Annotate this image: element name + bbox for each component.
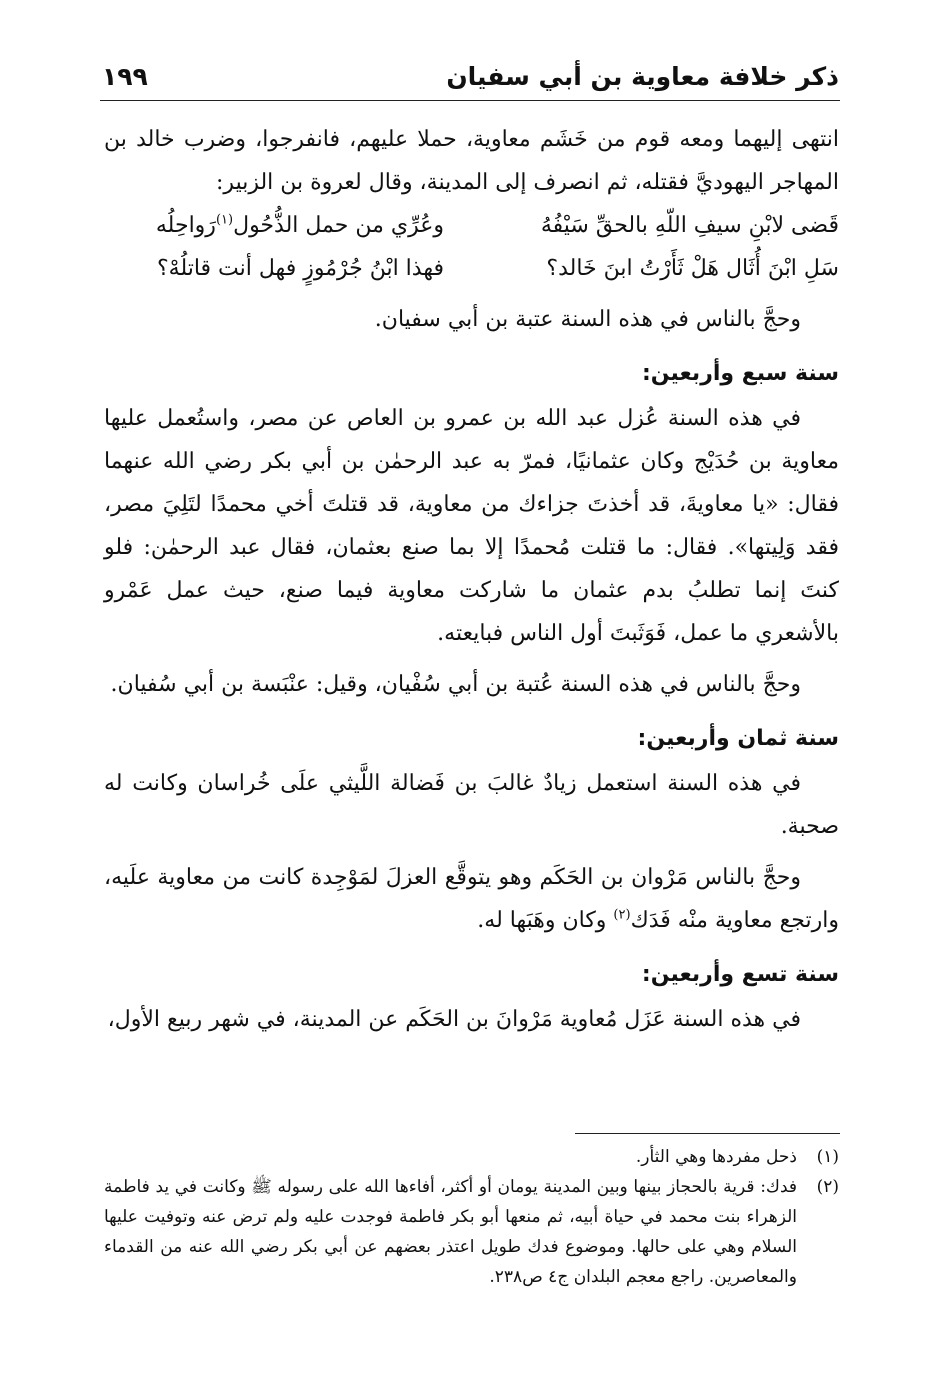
verse-1-first-hemistich: قَضى لابْنِ سيفِ اللّهِ بالحقِّ سَيْفُهُ [540,213,839,238]
paragraph-6-end: وكان وهَبَها له. [477,908,614,933]
verse-line-1 [104,204,839,247]
section-heading-47: سنة سبع وأربعين: [641,361,839,386]
running-header-title: ذكر خلافة معاوية بن أبي سفيان [446,62,839,91]
page-number: ١٩٩ [102,62,148,91]
footnote-number: (٢) [816,1177,839,1197]
main-text [104,118,839,1041]
section-heading-49: سنة تسع وأربعين: [641,962,839,987]
paragraph-3: في هذه السنة عُزل عبد الله بن عمرو بن العاص عن مصر، واستُعمل عليها معاوية بن حُدَيْج وكان عثمانيًا، فمرّ به عبد الرحمٰن بن أبي بكر رضي الله عنهما فقال: «يا معاويةَ، قد أخذتَ جزاءك من معاوية، قد قتلتَ أخي محمدًا لتَلِيَ مصر، فقد وَلِيتها». فقال: ما قتلت مُحمدًا إلا بما صنع بعثمان، فقال عبد الرحمٰن: فلو كنتَ إنما تطلبُ بدم عثمان ما شاركت معاوية فيما صنع، حيث عمل عَمْرو بالأشعري ما عمل، فَوَثَبتَ أول الناس فبايعته. [104,406,839,646]
section-heading-48: سنة ثمان وأربعين: [637,726,839,751]
paragraph-7: في هذه السنة عَزَل مُعاوية مَرْوانَ بن الحَكَم عن المدينة، في شهر ربيع الأول، [107,1007,801,1032]
verse-1-second-end: رَواحِلُه [155,213,216,238]
footnote-2 [104,1172,839,1292]
footnote-ref-2[interactable]: (٢) [613,907,631,923]
footnote-rule [575,1133,840,1134]
poem [104,204,839,290]
footnote-text: ذحل مفردها وهي الثأر. [635,1147,797,1167]
paragraph-6-text: وحجَّ بالناس مَرْوان بن الحَكَم وهو يتوقَّع العزلَ لمَوْجِدة كانت من معاوية علَيه، وارتجع معاوية منْه فَدَك [104,865,839,933]
paragraph-4: وحجَّ بالناس في هذه السنة عُتبة بن أبي سُفْيان، وقيل: عنْبَسة بن أبي سُفيان. [110,672,801,697]
paragraph-2: وحجَّ بالناس في هذه السنة عتبة بن أبي سفيان. [374,307,801,332]
verse-2-first-hemistich: سَلِ ابْنَ أُثَال هَلْ ثَأَرْتُ ابنَ خَالد؟ [546,256,839,281]
footnote-number: (١) [816,1147,839,1167]
verse-2-second-hemistich: فهذا ابْنُ جُرْمُوزٍ فهل أنت قاتلُهْ؟ [156,256,444,281]
verse-line-2 [104,247,839,290]
footnote-text: فدك: قرية بالحجاز بينها وبين المدينة يومان أو أكثر، أفاءها الله على رسوله ﷺ وكانت في يد فاطمة الزهراء بنت محمد في حياة أبيه، ثم منعها أبو بكر فاطمة فوجدت عليه ولم ترض عنه وتوفيت عليها السلام وهي على حالها. وموضوع فدك طويل اعتذر بعضهم عن أبي بكر رضي الله عنه من القدماء والمعاصرين. راجع معجم البلدان ج٤ ص٢٣٨. [104,1177,797,1287]
footnotes [104,1142,839,1292]
header-rule [100,100,840,101]
paragraph-5: في هذه السنة استعمل زيادٌ غالبَ بن فَضالة اللَّيثي علَى خُراسان وكانت له صحبة. [104,771,839,839]
verse-1-second-hemistich [104,204,444,247]
paragraph-6 [104,856,839,942]
verse-1-second-text: وعُرِّي من حمل الذُّحُول [233,213,444,238]
paragraph-1: انتهى إليهما ومعه قوم من خَشَم معاوية، حملا عليهم، فانفرجوا، وضرب خالد بن المهاجر اليهوديَّ فقتله، ثم انصرف إلى المدينة، وقال لعروة بن الزبير: [104,127,839,195]
footnote-ref-1[interactable]: (١) [215,212,234,228]
footnote-1 [104,1142,839,1172]
